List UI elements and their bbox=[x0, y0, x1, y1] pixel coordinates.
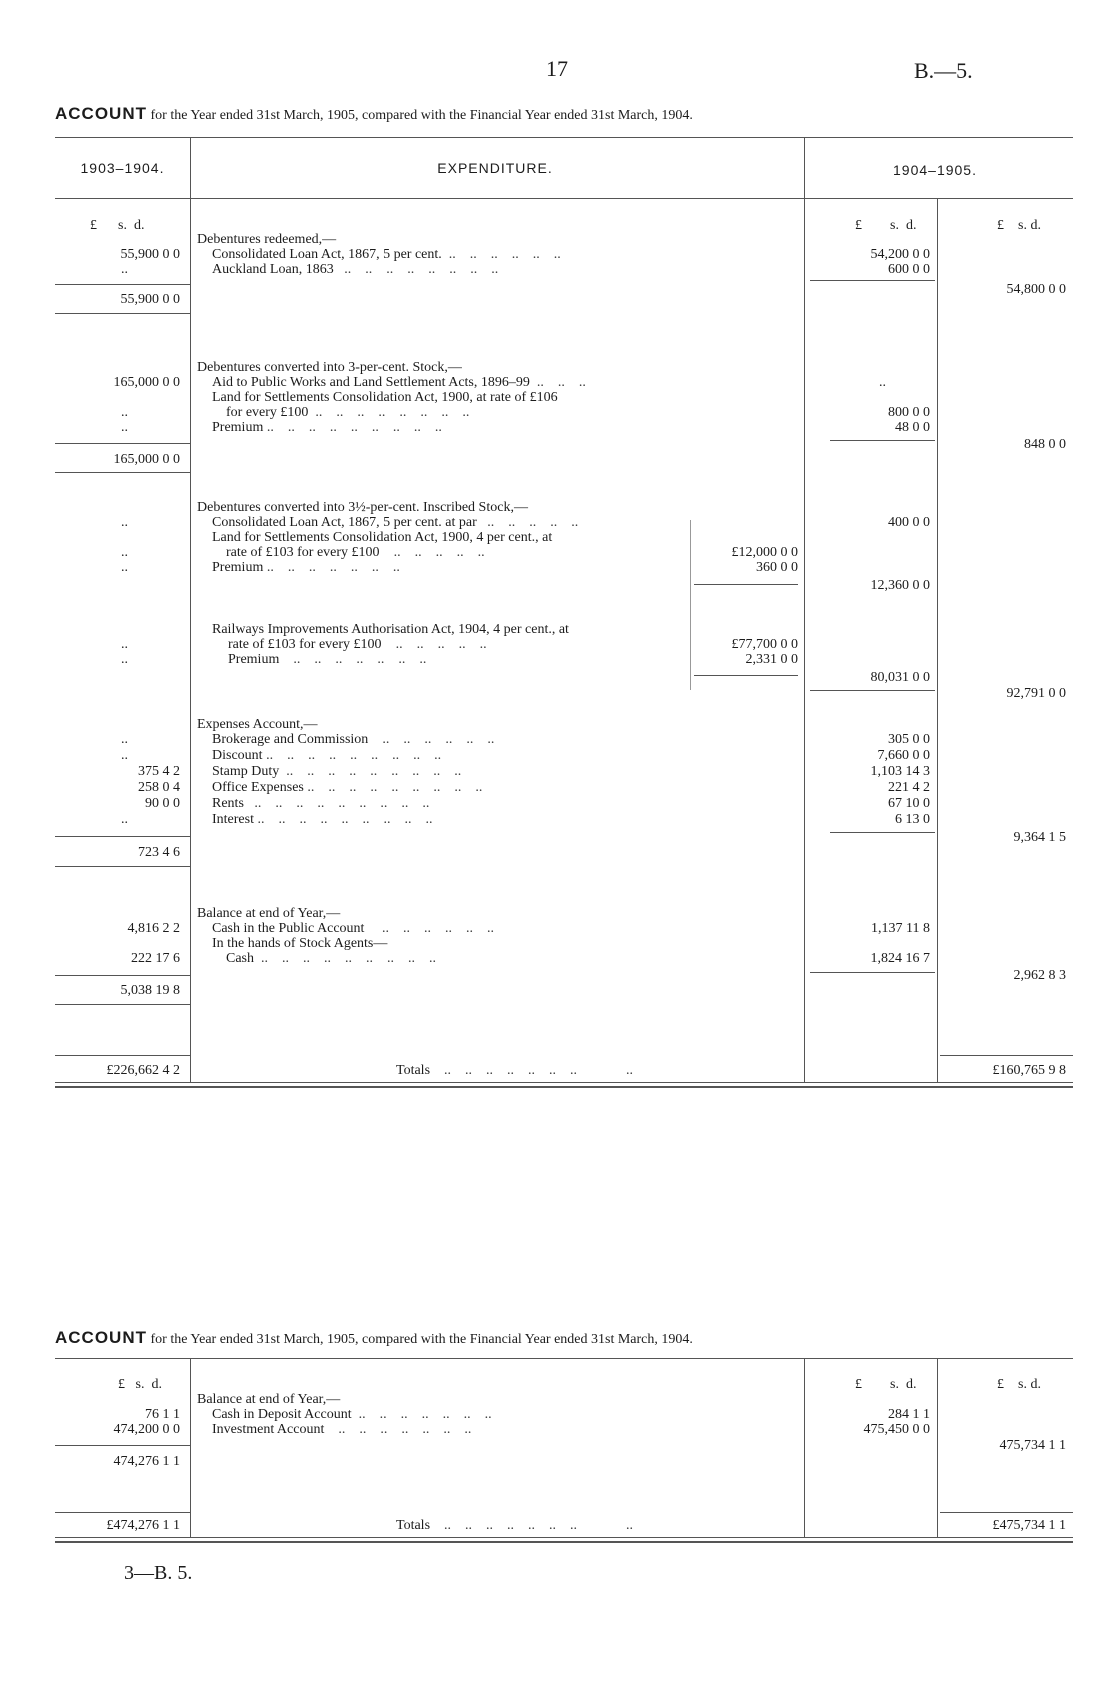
line-label: Investment Account .. .. .. .. .. .. .. bbox=[212, 1422, 472, 1437]
section-heading: Debentures converted into 3½-per-cent. Inscribed Stock,— bbox=[197, 500, 528, 515]
account-title bbox=[55, 104, 693, 124]
inner-amount: £77,700 0 0 bbox=[731, 637, 798, 652]
line-label: Premium .. .. .. .. .. .. .. .. .. bbox=[212, 420, 442, 435]
unit-pound: £ bbox=[855, 218, 862, 233]
section-total: 54,800 0 0 bbox=[1006, 282, 1066, 297]
curr-amount: .. bbox=[879, 375, 886, 390]
line-label: Office Expenses .. .. .. .. .. .. .. .. .. bbox=[212, 780, 483, 795]
rule bbox=[55, 472, 190, 473]
prev-amount: 258 0 4 bbox=[138, 780, 180, 795]
units-curr-total bbox=[997, 218, 1041, 234]
line-label: rate of £103 for every £100 .. .. .. .. .. bbox=[226, 545, 485, 560]
line-label: Premium .. .. .. .. .. .. .. bbox=[228, 652, 427, 667]
rule bbox=[55, 284, 190, 285]
col-divider-curr bbox=[937, 1358, 938, 1538]
line-label: Stamp Duty .. .. .. .. .. .. .. .. .. bbox=[212, 764, 462, 779]
col-divider-exp bbox=[804, 137, 805, 1082]
curr-amount: 80,031 0 0 bbox=[870, 670, 930, 685]
prev-amount: 55,900 0 0 bbox=[120, 247, 180, 262]
prev-amount: 165,000 0 0 bbox=[113, 375, 180, 390]
unit-pence: d. bbox=[905, 1377, 917, 1392]
totals-row: Totals .. .. .. .. .. .. .. .. bbox=[396, 1063, 634, 1078]
rule bbox=[55, 1004, 190, 1005]
section-heading: Debentures converted into 3-per-cent. Stock,— bbox=[197, 360, 462, 375]
section-heading: Debentures redeemed,— bbox=[197, 232, 337, 247]
prev-amount: .. bbox=[121, 748, 128, 763]
unit-pound: £ bbox=[90, 218, 97, 233]
footer-signature: 3—B. 5. bbox=[124, 1562, 193, 1584]
unit-pence: d. bbox=[905, 218, 917, 233]
prev-amount: 375 4 2 bbox=[138, 764, 180, 779]
totals-rule bbox=[55, 1055, 190, 1056]
double-rule bbox=[55, 1086, 1073, 1088]
units-curr-inner bbox=[855, 218, 916, 234]
rule bbox=[55, 836, 190, 837]
section-heading: Balance at end of Year,— bbox=[197, 906, 341, 921]
section-total: 848 0 0 bbox=[1024, 437, 1066, 452]
inner-amount: 360 0 0 bbox=[756, 560, 798, 575]
line-label: rate of £103 for every £100 .. .. .. .. .. bbox=[228, 637, 487, 652]
line-label: for every £100 .. .. .. .. .. .. .. .. bbox=[226, 405, 470, 420]
rule bbox=[55, 866, 190, 867]
line-label: Cash in Deposit Account .. .. .. .. .. .. .. bbox=[212, 1407, 492, 1422]
curr-amount: 475,450 0 0 bbox=[863, 1422, 930, 1437]
table-header-divider bbox=[55, 198, 1073, 199]
line-label: Railways Improvements Authorisation Act, 1904, 4 per cent., at bbox=[212, 622, 569, 637]
unit-pound: £ bbox=[997, 1377, 1004, 1392]
unit-shillings: s. bbox=[890, 218, 899, 233]
unit-shillings: s. bbox=[118, 218, 127, 233]
document-reference: B.—5. bbox=[914, 58, 973, 83]
curr-amount: 800 0 0 bbox=[888, 405, 930, 420]
totals-prev: £474,276 1 1 bbox=[106, 1518, 180, 1533]
prev-amount: .. bbox=[121, 262, 128, 277]
curr-amount: 284 1 1 bbox=[888, 1407, 930, 1422]
line-label: In the hands of Stock Agents— bbox=[212, 936, 388, 951]
curr-amount: 48 0 0 bbox=[895, 420, 930, 435]
table-top-border bbox=[55, 137, 1073, 138]
col-divider-exp bbox=[804, 1358, 805, 1538]
double-rule bbox=[55, 1082, 1073, 1083]
line-label: Consolidated Loan Act, 1867, 5 per cent. at par .. .. .. .. .. bbox=[212, 515, 579, 530]
line-label: Aid to Public Works and Land Settlement Acts, 1896–99 .. .. .. bbox=[212, 375, 586, 390]
prev-subtotal: 5,038 19 8 bbox=[120, 983, 180, 998]
unit-pound: £ bbox=[855, 1377, 862, 1392]
rule bbox=[694, 675, 798, 676]
section-heading: Expenses Account,— bbox=[197, 717, 318, 732]
curr-amount: 1,824 16 7 bbox=[870, 951, 930, 966]
prev-amount: .. bbox=[121, 545, 128, 560]
prev-subtotal: 165,000 0 0 bbox=[113, 452, 180, 467]
rule bbox=[810, 280, 935, 281]
account-title-rest: for the Year ended 31st March, 1905, compared with the Financial Year ended 31st March, 1904. bbox=[150, 1332, 693, 1347]
unit-shillings: s. bbox=[1018, 218, 1027, 233]
curr-amount: 54,200 0 0 bbox=[870, 247, 930, 262]
col-divider-curr bbox=[937, 198, 938, 1082]
prev-subtotal: 723 4 6 bbox=[138, 845, 180, 860]
col-divider-prev bbox=[190, 1358, 191, 1538]
account-title-word: ACCOUNT bbox=[55, 1328, 147, 1347]
section-total: 92,791 0 0 bbox=[1006, 686, 1066, 701]
section-total: 475,734 1 1 bbox=[999, 1438, 1066, 1453]
totals-rule bbox=[940, 1512, 1073, 1513]
prev-amount: .. bbox=[121, 405, 128, 420]
totals-rule bbox=[55, 1512, 190, 1513]
curr-amount: 600 0 0 bbox=[888, 262, 930, 277]
curr-amount: 12,360 0 0 bbox=[870, 578, 930, 593]
units-prev bbox=[118, 1377, 162, 1393]
prev-amount: 222 17 6 bbox=[131, 951, 180, 966]
prev-amount: .. bbox=[121, 812, 128, 827]
prev-subtotal: 55,900 0 0 bbox=[120, 292, 180, 307]
line-label: Brokerage and Commission .. .. .. .. .. .. bbox=[212, 732, 495, 747]
col-header-1903-1904: 1903–1904. bbox=[80, 160, 165, 176]
col-divider-prev bbox=[190, 137, 191, 1082]
unit-shillings: s. bbox=[1018, 1377, 1027, 1392]
rule bbox=[55, 975, 190, 976]
account-title-rest: for the Year ended 31st March, 1905, compared with the Financial Year ended 31st March, 1904. bbox=[150, 108, 693, 123]
double-rule bbox=[55, 1537, 1073, 1538]
double-rule bbox=[55, 1541, 1073, 1543]
curr-amount: 7,660 0 0 bbox=[877, 748, 930, 763]
totals-curr: £160,765 9 8 bbox=[992, 1063, 1066, 1078]
prev-amount: .. bbox=[121, 637, 128, 652]
col-header-1904-1905: 1904–1905. bbox=[893, 162, 977, 178]
unit-pence: d. bbox=[1030, 1377, 1041, 1392]
prev-amount: 474,200 0 0 bbox=[113, 1422, 180, 1437]
unit-shillings: s. bbox=[890, 1377, 899, 1392]
curr-amount: 1,103 14 3 bbox=[870, 764, 930, 779]
totals-label: Totals bbox=[396, 1518, 431, 1533]
line-label: Premium .. .. .. .. .. .. .. bbox=[212, 560, 400, 575]
prev-amount: 4,816 2 2 bbox=[127, 921, 180, 936]
prev-amount: 90 0 0 bbox=[145, 796, 180, 811]
unit-shillings: s. bbox=[135, 1377, 145, 1392]
unit-pound: £ bbox=[997, 218, 1004, 233]
rule bbox=[55, 443, 190, 444]
line-label: Rents .. .. .. .. .. .. .. .. .. bbox=[212, 796, 430, 811]
prev-amount: .. bbox=[121, 560, 128, 575]
account-title-word: ACCOUNT bbox=[55, 104, 147, 123]
prev-amount: .. bbox=[121, 515, 128, 530]
prev-amount: 76 1 1 bbox=[145, 1407, 180, 1422]
units-curr-inner bbox=[855, 1377, 916, 1393]
section-heading: Balance at end of Year,— bbox=[197, 1392, 341, 1407]
rule bbox=[55, 1445, 190, 1446]
line-label: Discount .. .. .. .. .. .. .. .. .. bbox=[212, 748, 442, 763]
inner-amount: £12,000 0 0 bbox=[731, 545, 798, 560]
line-label: Cash in the Public Account .. .. .. .. .. .. bbox=[212, 921, 494, 936]
curr-amount: 67 10 0 bbox=[888, 796, 930, 811]
rule bbox=[830, 440, 935, 441]
rule bbox=[830, 832, 935, 833]
totals-prev: £226,662 4 2 bbox=[106, 1063, 180, 1078]
unit-pence: d. bbox=[1030, 218, 1041, 233]
units-prev bbox=[90, 218, 144, 234]
curr-amount: 400 0 0 bbox=[888, 515, 930, 530]
line-label: Land for Settlements Consolidation Act, 1900, at rate of £106 bbox=[212, 390, 558, 405]
unit-pence: d. bbox=[151, 1377, 162, 1392]
prev-subtotal: 474,276 1 1 bbox=[113, 1454, 180, 1469]
line-label: Consolidated Loan Act, 1867, 5 per cent. .. .. .. .. .. .. bbox=[212, 247, 561, 262]
section-total: 9,364 1 5 bbox=[1013, 830, 1066, 845]
line-label: Auckland Loan, 1863 .. .. .. .. .. .. .. .. bbox=[212, 262, 499, 277]
rule bbox=[810, 972, 935, 973]
page-number: 17 bbox=[546, 56, 568, 81]
totals-row: Totals .. .. .. .. .. .. .. .. bbox=[396, 1518, 634, 1533]
section-total: 2,962 8 3 bbox=[1013, 968, 1066, 983]
totals-curr: £475,734 1 1 bbox=[992, 1518, 1066, 1533]
rule bbox=[694, 584, 798, 585]
unit-pence: d. bbox=[133, 218, 145, 233]
line-label: Cash .. .. .. .. .. .. .. .. .. bbox=[226, 951, 436, 966]
col-header-expenditure: EXPENDITURE. bbox=[437, 160, 553, 176]
units-curr-total bbox=[997, 1377, 1041, 1393]
totals-label: Totals bbox=[396, 1063, 431, 1078]
totals-rule bbox=[940, 1055, 1073, 1056]
table-top-border bbox=[55, 1358, 1073, 1359]
prev-amount: .. bbox=[121, 652, 128, 667]
account-title bbox=[55, 1328, 693, 1348]
prev-amount: .. bbox=[121, 420, 128, 435]
prev-amount: .. bbox=[121, 732, 128, 747]
line-label: Interest .. .. .. .. .. .. .. .. .. bbox=[212, 812, 433, 827]
rule bbox=[810, 690, 935, 691]
inner-amount: 2,331 0 0 bbox=[745, 652, 798, 667]
curr-amount: 6 13 0 bbox=[895, 812, 930, 827]
curr-amount: 221 4 2 bbox=[888, 780, 930, 795]
curr-amount: 1,137 11 8 bbox=[871, 921, 930, 936]
unit-pound: £ bbox=[118, 1377, 125, 1392]
curr-amount: 305 0 0 bbox=[888, 732, 930, 747]
rule bbox=[55, 313, 190, 314]
line-label: Land for Settlements Consolidation Act, 1900, 4 per cent., at bbox=[212, 530, 553, 545]
